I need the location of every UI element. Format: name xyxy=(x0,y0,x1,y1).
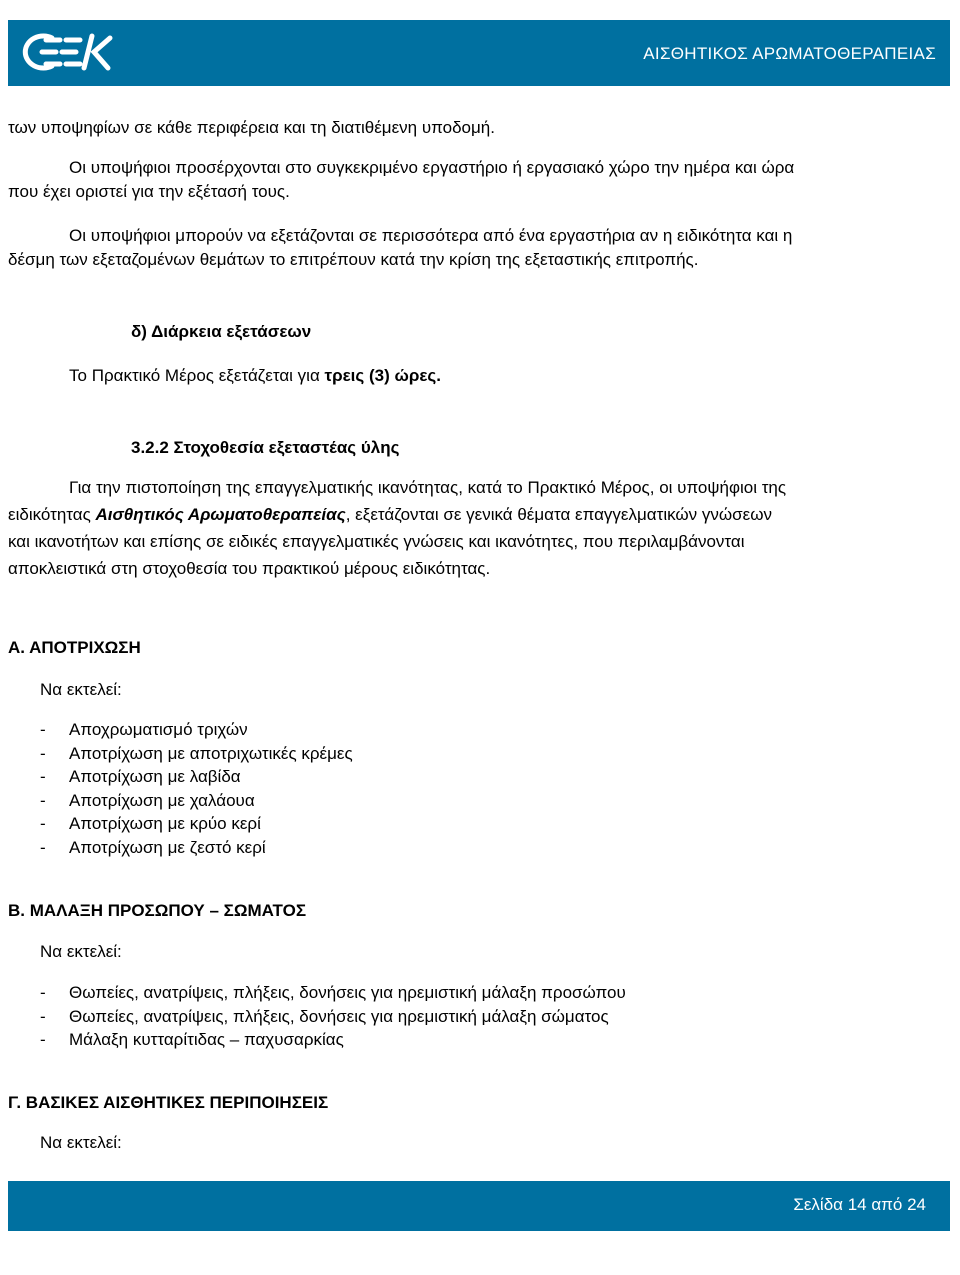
list-item: - Αποχρωματισμό τριχών xyxy=(40,720,248,739)
paragraph-2-line-1: Οι υποψήφιοι προσέρχονται στο συγκεκριμένο εργαστήριο ή εργασιακό χώρο την ημέρα και ώρα xyxy=(69,158,795,177)
page-header xyxy=(8,20,950,86)
document-title: ΑΙΣΘΗΤΙΚΟΣ ΑΡΩΜΑΤΟΘΕΡΑΠΕΙΑΣ xyxy=(643,44,936,63)
ceek-logo xyxy=(22,26,118,78)
section-a-intro: Να εκτελεί: xyxy=(40,680,122,699)
list-item: - Μάλαξη κυτταρίτιδας – παχυσαρκίας xyxy=(40,1030,344,1049)
section-c-intro: Να εκτελεί: xyxy=(40,1133,122,1152)
paragraph-4-line-2 xyxy=(8,505,772,525)
list-item: - Αποτρίχωση με κρύο κερί xyxy=(40,814,261,833)
section-b-intro: Να εκτελεί: xyxy=(40,942,122,961)
paragraph-4-line-1: Για την πιστοποίηση της επαγγελματικής ικανότητας, κατά το Πρακτικό Μέρος, οι υποψήφιοι της xyxy=(69,478,787,497)
specialty-post: , εξετάζονται σε γενικά θέματα επαγγελματικών γνώσεων xyxy=(345,505,773,524)
duration-text-pre: Το Πρακτικό Μέρος εξετάζεται για xyxy=(69,366,325,385)
paragraph-1: των υποψηφίων σε κάθε περιφέρεια και τη διατιθέμενη υποδομή. xyxy=(8,118,495,137)
duration-text xyxy=(69,366,441,386)
paragraph-3-line-1: Οι υποψήφιοι μπορούν να εξετάζονται σε περισσότερα από ένα εργαστήρια αν η ειδικότητα και η xyxy=(69,226,793,245)
section-a-list xyxy=(40,718,353,859)
list-item: - Αποτρίχωση με χαλάουα xyxy=(40,790,255,810)
list-item: - Θωπείες, ανατρίψεις, πλήξεις, δονήσεις για ηρεμιστική μάλαξη σώματος xyxy=(40,1006,609,1026)
list-item: - Θωπείες, ανατρίψεις, πλήξεις, δονήσεις για ηρεμιστική μάλαξη προσώπου xyxy=(40,983,626,1002)
list-item: - Αποτρίχωση με ζεστό κερί xyxy=(40,837,266,857)
page-number: Σελίδα 14 από 24 xyxy=(793,1195,926,1214)
section-heading: 3.2.2 Στοχοθεσία εξεταστέας ύλης xyxy=(131,438,400,457)
paragraph-4-line-4: αποκλειστικά στη στοχοθεσία του πρακτικού μέρους ειδικότητας. xyxy=(8,559,491,578)
section-b-list xyxy=(40,981,626,1052)
paragraph-4-line-3: και ικανοτήτων και επίσης σε ειδικές επαγγελματικές γνώσεις και ικανότητες, που περιλαμβάνονται xyxy=(8,532,745,551)
paragraph-2-line-2: που έχει οριστεί για την εξέτασή τους. xyxy=(8,182,290,201)
list-item: - Αποτρίχωση με λαβίδα xyxy=(40,767,241,786)
specialty-pre: ειδικότητας xyxy=(8,505,96,524)
duration-heading: δ) Διάρκεια εξετάσεων xyxy=(131,322,312,341)
section-a-heading: Α. ΑΠΟΤΡΙΧΩΣΗ xyxy=(8,638,141,657)
specialty-name: Αισθητικός Αρωματοθεραπείας xyxy=(95,505,346,524)
paragraph-3-line-2: δέσμη των εξεταζομένων θεμάτων το επιτρέπουν κατά την κρίση της εξεταστικής επιτροπής. xyxy=(8,250,699,269)
duration-text-bold: τρεις (3) ώρες. xyxy=(324,366,441,385)
section-b-heading: Β. ΜΑΛΑΞΗ ΠΡΟΣΩΠΟΥ – ΣΩΜΑΤΟΣ xyxy=(8,901,307,920)
list-item: - Αποτρίχωση με αποτριχωτικές κρέμες xyxy=(40,743,353,763)
section-c-heading: Γ. ΒΑΣΙΚΕΣ ΑΙΣΘΗΤΙΚΕΣ ΠΕΡΙΠΟΙΗΣΕΙΣ xyxy=(8,1093,329,1112)
page-footer xyxy=(8,1181,950,1231)
